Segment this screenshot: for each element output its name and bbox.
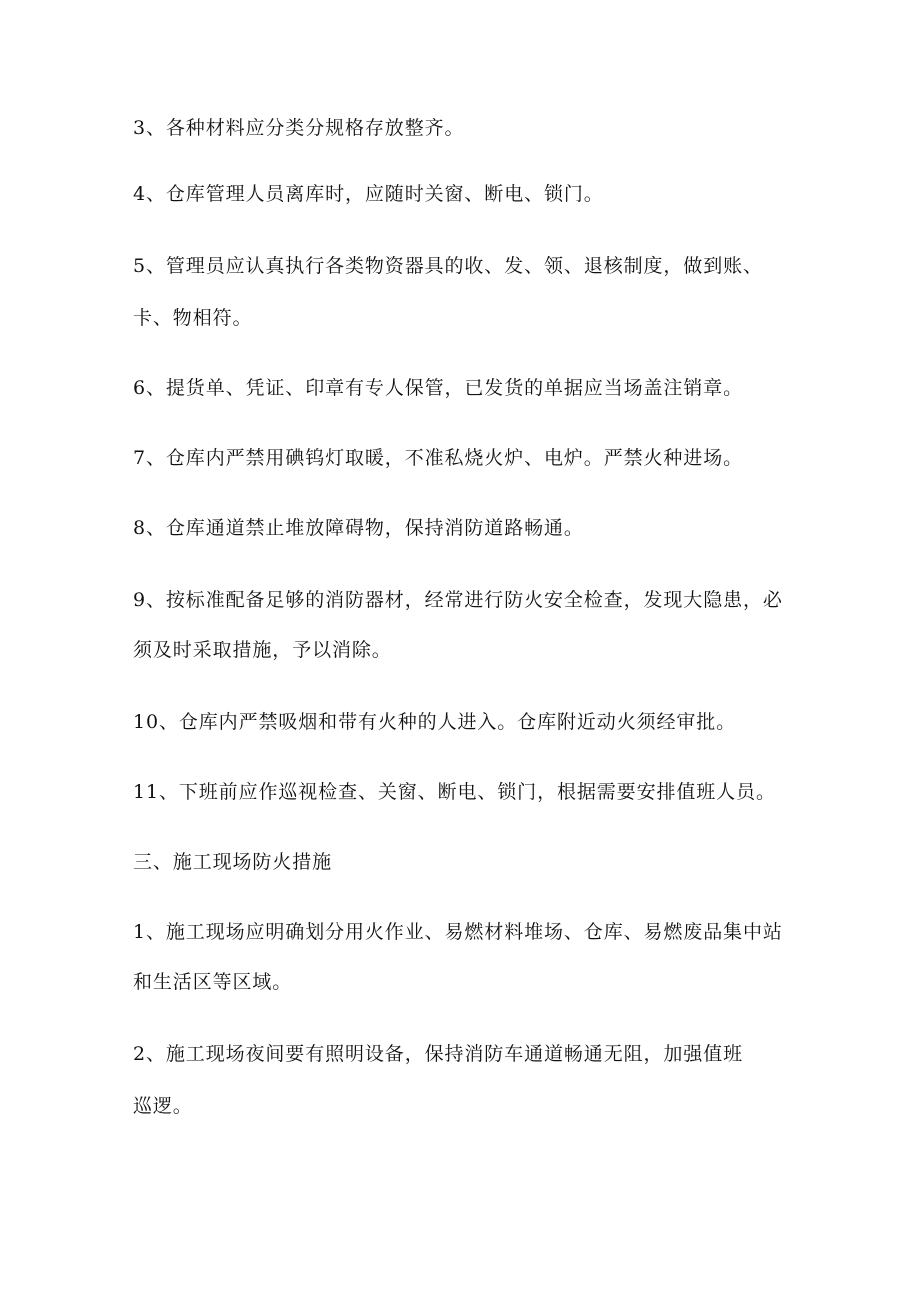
section-item-1-continued: 和生活区等区域。 — [133, 971, 293, 993]
paragraph-item-10: 10、仓库内严禁吸烟和带有火种的人进入。仓库附近动火须经审批。 — [133, 711, 737, 733]
paragraph-item-5: 5、管理员应认真执行各类物资器具的收、发、领、退核制度，做到账、 — [133, 255, 763, 277]
paragraph-item-9: 9、按标准配备足够的消防器材，经常进行防火安全检查，发现大隐患，必 — [133, 589, 783, 611]
section-item-2: 2、施工现场夜间要有照明设备，保持消防车通道畅通无阻，加强值班 — [133, 1043, 743, 1065]
paragraph-item-6: 6、提货单、凭证、印章有专人保管，已发货的单据应当场盖注销章。 — [133, 377, 743, 399]
paragraph-item-3: 3、各种材料应分类分规格存放整齐。 — [133, 117, 465, 139]
section-item-2-continued: 巡逻。 — [133, 1095, 193, 1117]
paragraph-item-8: 8、仓库通道禁止堆放障碍物，保持消防道路畅通。 — [133, 517, 584, 539]
section-item-1: 1、施工现场应明确划分用火作业、易燃材料堆场、仓库、易燃废品集中站 — [133, 921, 783, 943]
paragraph-item-4: 4、仓库管理人员离库时，应随时关窗、断电、锁门。 — [133, 183, 604, 205]
section-heading: 三、施工现场防火措施 — [133, 851, 333, 873]
paragraph-item-9-continued: 须及时采取措施，予以消除。 — [133, 639, 392, 661]
paragraph-item-7: 7、仓库内严禁用碘钨灯取暖，不准私烧火炉、电炉。严禁火种进场。 — [133, 447, 743, 469]
paragraph-item-11: 11、下班前应作巡视检查、关窗、断电、锁门，根据需要安排值班人员。 — [133, 781, 776, 803]
paragraph-item-5-continued: 卡、物相符。 — [133, 307, 253, 329]
